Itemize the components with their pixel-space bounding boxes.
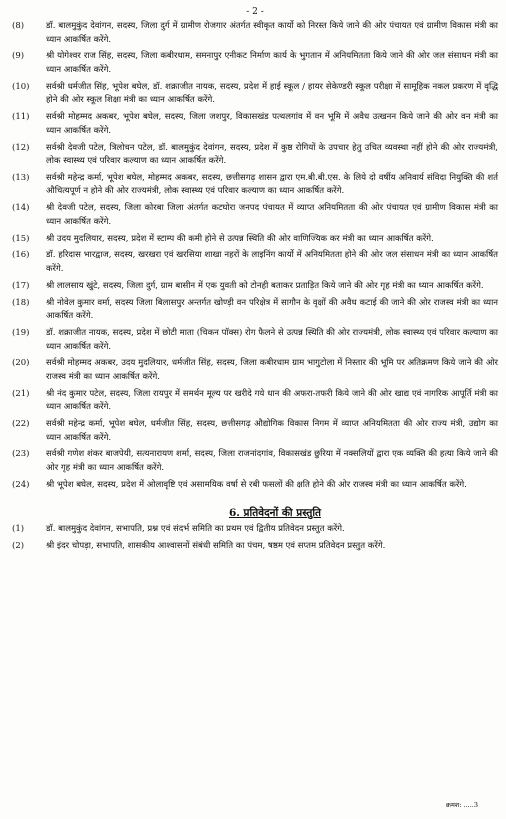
item-text: सर्वश्री महेन्द्र कर्मा, भूपेश बघेल, मोहम्मद अकबर, सदस्य, छत्तीसगढ़ शासन द्वारा एम.बी.बी.एस. के लिये दो वर्षीय अनिवार्य संविदा नियुक्ति की शर्त औचित्यपूर्ण न होने की ओर राज्यमंत्री, लोक स्वास्थ्य एवं परिवार कल्याण का ध्यान आकर्षित करेंगे. xyxy=(46,172,498,197)
list-item xyxy=(12,249,498,276)
item-text: डॉ. शक्राजीत नायक, सदस्य, प्रदेश में छोटी माता (चिकन पॉक्स) रोग फैलने से उत्पन्न स्थिति की ओर राज्यमंत्री, लोक स्वास्थ्य एवं परिवार कल्याण का ध्यान आकर्षित करेंगे. xyxy=(46,327,498,352)
item-text: सर्वश्री देवजी पटेल, त्रिलोचन पटेल, डॉ. बालमुकुंद देवांगन, सदस्य, प्रदेश में कुष्ठ रोगियों के उपचार हेतु उचित व्यवस्था नहीं होने की ओर राज्यमंत्री, लोक स्वास्थ्य एवं परिवार कल्याण का ध्यान आकर्षित करेंगे. xyxy=(46,142,498,167)
list-item xyxy=(12,540,498,554)
list-item xyxy=(12,357,498,384)
list-item xyxy=(12,280,498,294)
list-item xyxy=(12,202,498,229)
item-text: सर्वश्री गणेश शंकर बाजपेयी, सत्यनारायण शर्मा, सदस्य, जिला राजनांदगांव, विकासखंड छुरिया में नक्सलियों द्वारा एक व्यक्ति की हत्या किये जाने की ओर गृह मंत्री का ध्यान आकर्षित करेंगे. xyxy=(46,449,498,474)
list-item xyxy=(12,327,498,354)
item-text: श्री लालसाय खुंटे, सदस्य, जिला दुर्ग, ग्राम बासीन में एक युवती को टोनही बताकर प्रताड़ित किये जाने की ओर गृह मंत्री का ध्यान आकर्षित करेंगे. xyxy=(46,280,484,291)
item-number: (17) xyxy=(12,280,30,291)
item-text: सर्वश्री महेन्द्र कर्मा, भूपेश बघेल, धर्मजीत सिंह, सदस्य, छत्तीसगढ़ औद्योगिक विकास निगम में व्याप्त अनियमितता की ओर राज्य मंत्री, उद्योग का ध्यान आकर्षित करेंगे. xyxy=(46,419,498,443)
list-item xyxy=(12,81,498,108)
item-number: (2) xyxy=(12,541,25,551)
report-list xyxy=(12,523,498,553)
item-text: सर्वश्री मोहम्मद अकबर, भूपेश बघेल, सदस्य, जिला जशपुर, विकासखंड पत्थलगांव में वन भूमि में अवैध उत्खनन किये जाने की ओर वन मंत्री का ध्यान आकर्षित करेंगे. xyxy=(46,112,498,136)
list-item xyxy=(12,172,498,199)
item-text: श्री उदय मुदलियार, सदस्य, प्रदेश में स्टाम्प की कमी होने से उत्पन्न स्थिति की ओर वाणिज्यिक कर मंत्री का ध्यान आकर्षित करेंगे. xyxy=(46,233,434,244)
item-text: श्री योगेश्वर राज सिंह, सदस्य, जिला कबीरधाम, समनापुर एनीकट निर्माण कार्य के भुगतान में अनियमितता किये जाने की ओर जल संसाधन मंत्री का ध्यान आकर्षित करेंगे. xyxy=(46,51,498,75)
item-number: (1) xyxy=(12,524,25,535)
list-item xyxy=(12,142,498,169)
list-item xyxy=(12,523,498,537)
item-text: श्री देवजी पटेल, सदस्य, जिला कोरबा जिला अंतर्गत कटघोरा जनपद पंचायत में व्याप्त अनियमितता की ओर पंचायत एवं ग्रामीण विकास मंत्री का ध्यान आकर्षित करेंगे. xyxy=(46,203,498,227)
item-text: श्री भूपेश बघेल, सदस्य, प्रदेश में ओलावृष्टि एवं असामयिक वर्षा से रबी फसलों की क्षति होने की ओर राजस्व मंत्री का ध्यान आकर्षित करेंगे. xyxy=(46,479,467,490)
item-number: (11) xyxy=(12,112,30,123)
list-item xyxy=(12,418,498,445)
list-item xyxy=(12,50,498,77)
item-number: (18) xyxy=(12,297,30,308)
item-number: (13) xyxy=(12,172,30,183)
notice-list xyxy=(12,20,498,492)
section-title-text: 6. प्रतिवेदनों की प्रस्तुति xyxy=(228,507,322,520)
item-text: श्री इंदर चोपड़ा, सभापति, शासकीय आश्वासनों संबंधी समिति का पंचम, षष्ठम एवं सप्तम प्रतिवेदन प्रस्तुत करेंगे. xyxy=(46,541,386,551)
item-text: सर्वश्री धर्मजीत सिंह, भूपेश बघेल, डॉ. शक्राजीत नायक, सदस्य, प्रदेश में हाई स्कूल / हायर सेकेण्डरी स्कूल परीक्षा में सामूहिक नकल प्रकरण में वृद्धि होने की ओर स्कूल शिक्षा मंत्री का ध्यान आकर्षित करेंगे. xyxy=(46,81,498,106)
item-number: (20) xyxy=(12,358,30,369)
section-title xyxy=(12,506,498,521)
list-item xyxy=(12,20,498,47)
item-number: (9) xyxy=(12,51,25,62)
item-text: डॉ. बालमुकुंद देवांगन, सदस्य, जिला दुर्ग में ग्रामीण रोजगार अंतर्गत स्वीकृत कार्यो को निरस्त किये जाने की ओर पंचायत एवं ग्रामीण विकास मंत्री का ध्यान आकर्षित करेंगे. xyxy=(46,21,498,45)
list-item xyxy=(12,111,498,138)
item-text: श्री नोवेल कुमार वर्मा, सदस्य जिला बिलासपुर अन्तर्गत खोण्ड़ी वन परिक्षेत्र में सागौन के वृक्षों की अवैध कटाई की जाने की ओर राजस्व मंत्री का ध्यान आकर्षित करेंगे. xyxy=(46,297,498,322)
item-text: डॉ. बालमुकुंद देवांगन, सभापति, प्रश्न एवं संदर्भ समिति का प्रथम एवं द्वितीय प्रतिवेदन प्रस्तुत करेंगे. xyxy=(46,524,345,535)
list-item xyxy=(12,448,498,475)
page-number: - 2 - xyxy=(246,7,264,17)
item-number: (21) xyxy=(12,388,30,399)
item-number: (12) xyxy=(12,142,30,153)
item-number: (16) xyxy=(12,250,30,261)
item-number: (19) xyxy=(12,327,30,338)
list-item xyxy=(12,388,498,415)
list-item xyxy=(12,479,498,493)
list-item xyxy=(12,233,498,247)
item-number: (10) xyxy=(12,81,30,92)
item-number: (15) xyxy=(12,233,30,244)
item-number: (22) xyxy=(12,419,30,430)
item-number: (24) xyxy=(12,479,30,490)
list-item xyxy=(12,297,498,324)
item-text: डॉ. हरिदास भारद्वाज, सदस्य, खरखरा एवं खरसिया शाखा नहरों के लाइनिंग कार्यो में अनियमितता होने की ओर जल संसाधन मंत्री का ध्यान आकर्षित करेंगे. xyxy=(46,250,498,274)
item-text: सर्वश्री मोहम्मद अकबर, उदय मुदलियार, धर्मजीत सिंह, सदस्य, जिला कबीरधाम ग्राम भागुटोला में निस्तार की भूमि पर अतिक्रमण किये जाने की ओर राजस्व मंत्री का ध्यान आकर्षित करेंगे. xyxy=(46,358,498,382)
item-number: (14) xyxy=(12,203,30,214)
item-text: श्री नंद कुमार पटेल, सदस्य, जिला रायपुर में समर्थन मूल्य पर खरीदे गये धान की अफरा-तफरी किये जाने की ओर खाद्य एवं नागरिक आपूर्ति मंत्री का ध्यान आकर्षित करेंगे. xyxy=(46,388,498,413)
item-number: (23) xyxy=(12,449,30,460)
continued-note: क्रमश: .....3 xyxy=(445,801,478,809)
item-number: (8) xyxy=(12,21,25,31)
